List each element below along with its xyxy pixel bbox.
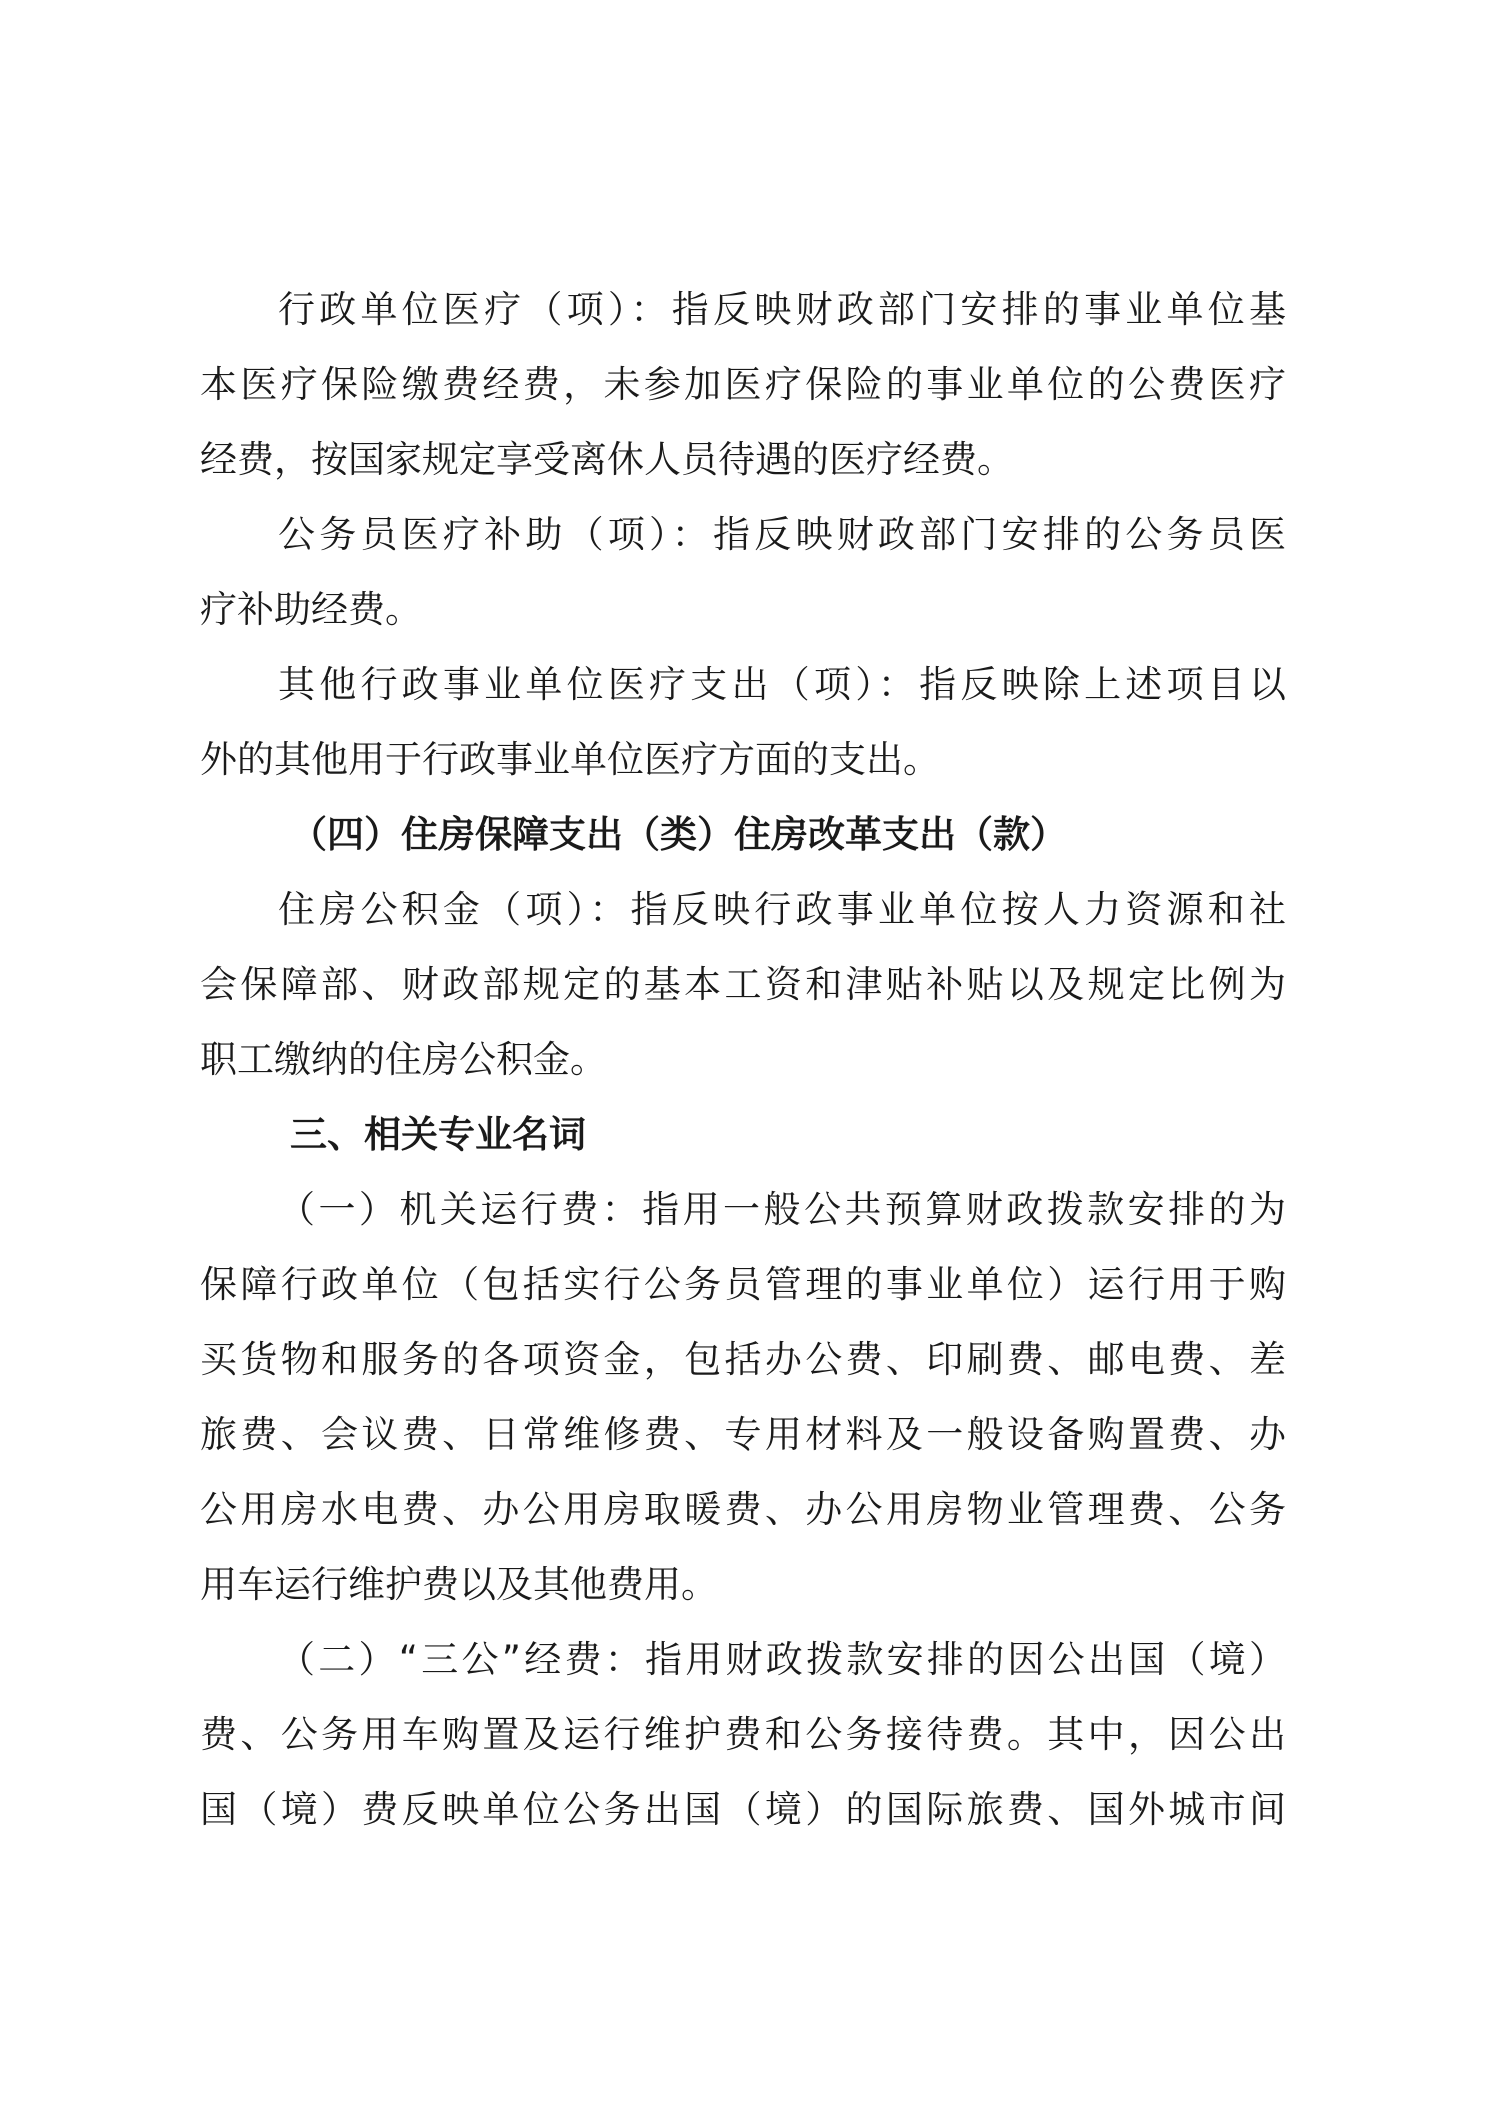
paragraph-line: 职工缴纳的住房公积金。 [200,1038,607,1081]
paragraph-line: （一）机关运行费：指用一般公共预算财政拨款安排的为 [278,1188,1286,1231]
paragraph-line: 其他行政事业单位医疗支出（项）：指反映除上述项目以 [278,663,1286,706]
paragraph-line: 保障行政单位（包括实行公务员管理的事业单位）运行用于购 [200,1263,1286,1306]
paragraph-line: 国（境）费反映单位公务出国（境）的国际旅费、国外城市间 [200,1788,1286,1831]
paragraph-line: 住房公积金（项）：指反映行政事业单位按人力资源和社 [278,888,1286,931]
paragraph-line: 会保障部、财政部规定的基本工资和津贴补贴以及规定比例为 [200,963,1286,1006]
section-heading: （四）住房保障支出（类）住房改革支出（款） [290,813,1067,856]
paragraph-line: 外的其他用于行政事业单位医疗方面的支出。 [200,738,940,781]
paragraph-line: 买货物和服务的各项资金，包括办公费、印刷费、邮电费、差 [200,1338,1286,1381]
paragraph-line: 公用房水电费、办公用房取暖费、办公用房物业管理费、公务 [200,1488,1286,1531]
paragraph-line: 疗补助经费。 [200,588,422,631]
section-heading: 三、相关专业名词 [290,1113,586,1156]
paragraph-line: 旅费、会议费、日常维修费、专用材料及一般设备购置费、办 [200,1413,1286,1456]
paragraph-line: （二）“三公”经费：指用财政拨款安排的因公出国（境） [278,1638,1286,1681]
paragraph-line: 经费，按国家规定享受离休人员待遇的医疗经费。 [200,438,1014,481]
paragraph-line: 本医疗保险缴费经费，未参加医疗保险的事业单位的公费医疗 [200,363,1286,406]
paragraph-line: 费、公务用车购置及运行维护费和公务接待费。其中，因公出 [200,1713,1286,1756]
paragraph-line: 行政单位医疗（项）：指反映财政部门安排的事业单位基 [278,288,1286,331]
paragraph-line: 公务员医疗补助（项）：指反映财政部门安排的公务员医 [278,513,1286,556]
paragraph-line: 用车运行维护费以及其他费用。 [200,1563,718,1606]
